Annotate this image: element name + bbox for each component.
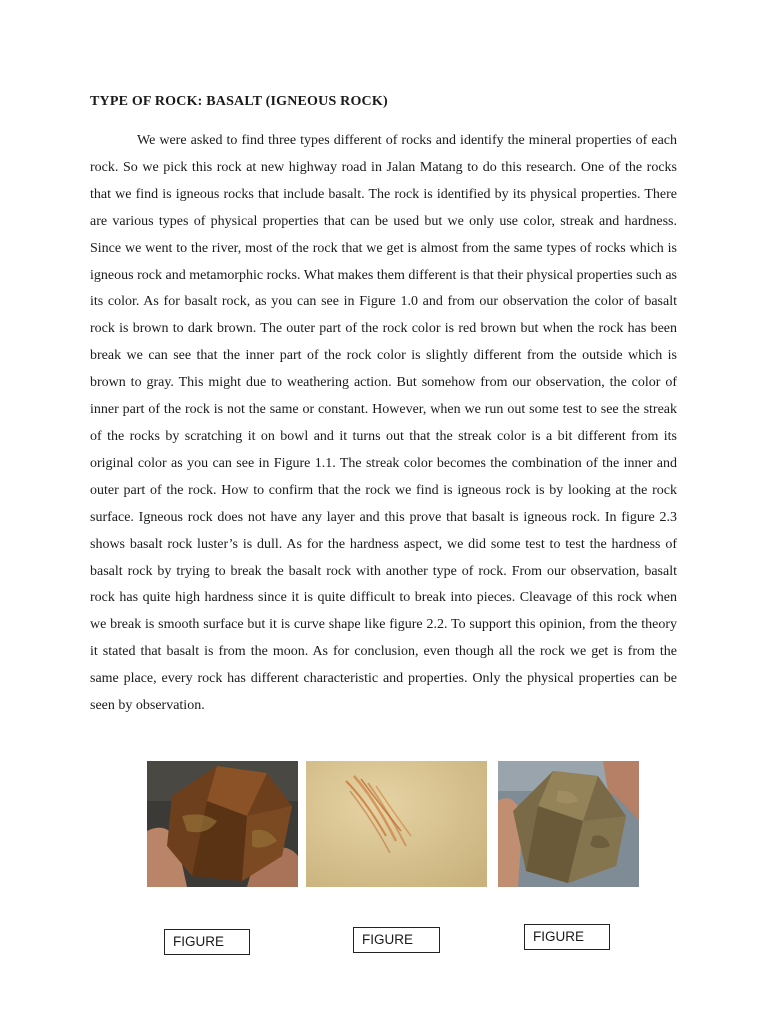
figure-1-image — [147, 761, 298, 887]
rock-surface-photo — [498, 761, 639, 887]
figure-2-caption: FIGURE — [353, 927, 440, 953]
body-paragraph: We were asked to find three types different of rocks and identify the mineral properties of each rock. So we pick this rock at new highway road in Jalan Matang to do this research. One of the rocks that we find is igneous rocks that include basalt. The rock is identified by its physical properties. There are various types of physical properties that can be used but we only use color, streak and hardness. Since we went to the river, most of the rock that we get is almost from the same types of rocks which is igneous rock and metamorphic rocks. What makes them different is that their physical properties such as its color. As for basalt rock, as you can see in Figure 1.0 and from our observation the color of basalt rock is brown to dark brown. The outer part of the rock color is red brown but when the rock has been break we can see that the inner part of the rock color is slightly different from the outside which is brown to gray. This might due to weathering action. But somehow from our observation, the color of inner part of the rock is not the same or constant. However, when we run out some test to see the streak of the rocks by scratching it on bowl and it turns out that the streak color is a bit different from its original color as you can see in Figure 1.1. The streak color becomes the combination of the inner and outer part of the rock. How to confirm that the rock we find is igneous rock is by looking at the rock surface. Igneous rock does not have any layer and this prove that basalt is igneous rock. In figure 2.3 shows basalt rock luster’s is dull. As for the hardness aspect, we did some test to test the hardness of basalt rock by trying to break the basalt rock with another type of rock. From our observation, basalt rock has quite high hardness since it is quite difficult to break into pieces. Cleavage of this rock when we break is smooth surface but it is curve shape like figure 2.2. To support this opinion, from the theory it stated that basalt is from the moon. As for conclusion, even though all the rock we get is from the same place, every rock has different characteristic and properties. Only the physical properties can be seen by observation. — [90, 133, 677, 714]
figure-3-image — [498, 761, 639, 887]
figure-3-caption: FIGURE — [524, 924, 610, 950]
rock-in-hand-photo — [147, 761, 298, 887]
figure-1-caption: FIGURE — [164, 929, 250, 955]
figure-2-image — [306, 761, 487, 887]
document-title: TYPE OF ROCK: BASALT (IGNEOUS ROCK) — [90, 94, 388, 109]
streak-on-bowl-photo — [306, 761, 487, 887]
